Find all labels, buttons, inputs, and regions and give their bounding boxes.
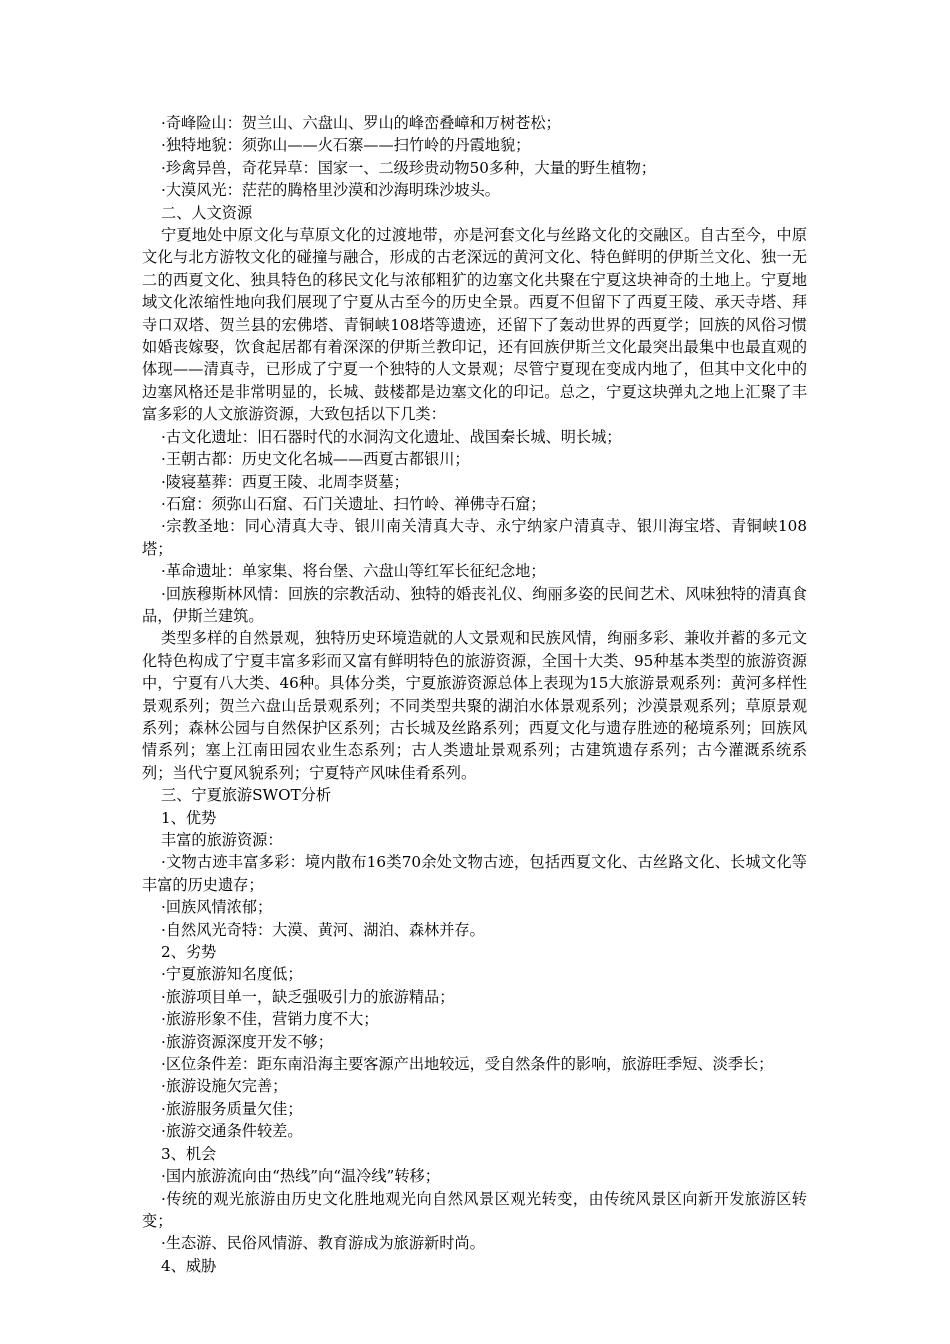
list-item: ·奇峰险山：贺兰山、六盘山、罗山的峰峦叠嶂和万树苍松； [161, 114, 561, 132]
list-item: ·宗教圣地：同心清真大寺、银川南关清真大寺、永宁纳家户清真寺、银川海宝塔、青铜峡108塔； [142, 517, 807, 558]
list-item: ·旅游项目单一，缺乏强吸引力的旅游精品； [161, 987, 455, 1006]
list-item: ·旅游服务质量欠佳； [161, 1099, 303, 1118]
document-body [142, 112, 807, 1277]
list-item: ·自然风光奇特：大漠、黄河、湖泊、森林并存。 [161, 920, 485, 939]
list-item: ·革命遗址：单家集、将台堡、六盘山等红军长征纪念地； [161, 562, 546, 581]
section-heading: 三、宁夏旅游SWOT分析 [161, 786, 332, 805]
list-item: ·旅游设施欠完善； [161, 1077, 288, 1096]
section-heading: 二、人文资源 [161, 203, 253, 222]
list-item: ·宁夏旅游知名度低； [161, 965, 303, 984]
list-item: ·珍禽异兽，奇花异草：国家一、二级珍贵动物50多种，大量的野生植物； [161, 158, 656, 177]
list-item: ·王朝古都：历史文化名城——西夏古都银川； [161, 450, 470, 469]
subsection-heading: 2、劣势 [161, 943, 217, 962]
list-item: ·陵寝墓葬：西夏王陵、北周李贤墓； [161, 472, 409, 491]
list-item: ·生态游、民俗风情游、教育游成为旅游新时尚。 [161, 1234, 485, 1253]
subsection-heading: 4、威胁 [161, 1256, 217, 1275]
body-paragraph: 类型多样的自然景观，独特历史环境造就的人文景观和民族风情，绚丽多彩、兼收并蓄的多元文化特色构成了宁夏丰富多彩而又富有鲜明特色的旅游资源，全国十大类、95种基本类型的旅游资源中，宁夏有八大类、46种。具体分类，宁夏旅游资源总体上表现为15大旅游景观系列：黄河多样性景观系列；贺兰六盘山岳景观系列；不同类型共聚的湖泊水体景观系列；沙漠景观系列；草原景观系列；森林公园与自然保护区系列；古长城及丝路系列；西夏文化与遗存胜迹的秘境系列；回族风情系列；塞上江南田园农业生态系列；古人类遗址景观系列；古建筑遗存系列；古今灌溉系统系列；当代宁夏风貌系列；宁夏特产风味佳肴系列。 [142, 629, 807, 782]
subsection-heading: 1、优势 [161, 808, 217, 827]
list-item: ·旅游形象不佳，营销力度不大； [161, 1010, 379, 1029]
list-item: ·大漠风光：茫茫的腾格里沙漠和沙海明珠沙坡头。 [161, 181, 500, 200]
list-item: ·旅游资源深度开发不够； [161, 1032, 333, 1051]
list-item: ·石窟：须弥山石窟、石门关遗址、扫竹岭、禅佛寺石窟； [161, 494, 546, 513]
body-paragraph: 宁夏地处中原文化与草原文化的过渡地带，亦是河套文化与丝路文化的交融区。自古至今，中原文化与北方游牧文化的碰撞与融合，形成的古老深远的黄河文化、特色鲜明的伊斯兰文化、独一无二的西夏文化、独具特色的移民文化与浓郁粗犷的边塞文化共聚在宁夏这块神奇的土地上。宁夏地域文化浓缩性地向我们展现了宁夏从古至今的历史全景。西夏不但留下了西夏王陵、承天寺塔、拜寺口双塔、贺兰县的宏佛塔、青铜峡108塔等遗迹，还留下了轰动世界的西夏学；回族的风俗习惯如婚丧嫁娶，饮食起居都有着深深的伊斯兰教印记，还有回族伊斯兰文化最突出最集中也最直观的体现——清真寺，已形成了宁夏一个独特的人文景观；尽管宁夏现在变成内地了，但其中文化中的边塞风格还是非常明显的，长城、鼓楼都是边塞文化的印记。总之，宁夏这块弹丸之地上汇聚了丰富多彩的人文旅游资源，大致包括以下几类： [142, 226, 807, 424]
body-paragraph: 丰富的旅游资源： [161, 831, 283, 849]
list-item: ·回族风情浓郁； [161, 898, 273, 917]
list-item: ·回族穆斯林风情：回族的宗教活动、独特的婚丧礼仪、绚丽多姿的民间艺术、风味独特的清真食品，伊斯兰建筑。 [142, 584, 807, 625]
list-item: ·文物古迹丰富多彩：境内散布16类70余处文物古迹，包括西夏文化、古丝路文化、长城文化等丰富的历史遗存； [142, 853, 807, 894]
list-item: ·独特地貌：须弥山——火石寨——扫竹岭的丹霞地貌； [161, 136, 531, 155]
list-item: ·区位条件差：距东南沿海主要客源产出地较远，受自然条件的影响，旅游旺季短、淡季长； [161, 1055, 774, 1074]
subsection-heading: 3、机会 [161, 1144, 217, 1163]
list-item: ·古文化遗址：旧石器时代的水洞沟文化遗址、战国秦长城、明长城； [161, 427, 622, 446]
list-item: ·旅游交通条件较差。 [161, 1122, 303, 1141]
list-item: ·国内旅游流向由“热线”向“温冷线”转移； [161, 1167, 440, 1186]
list-item: ·传统的观光旅游由历史文化胜地观光向自然风景区观光转变，由传统风景区向新开发旅游区转变； [142, 1189, 807, 1230]
